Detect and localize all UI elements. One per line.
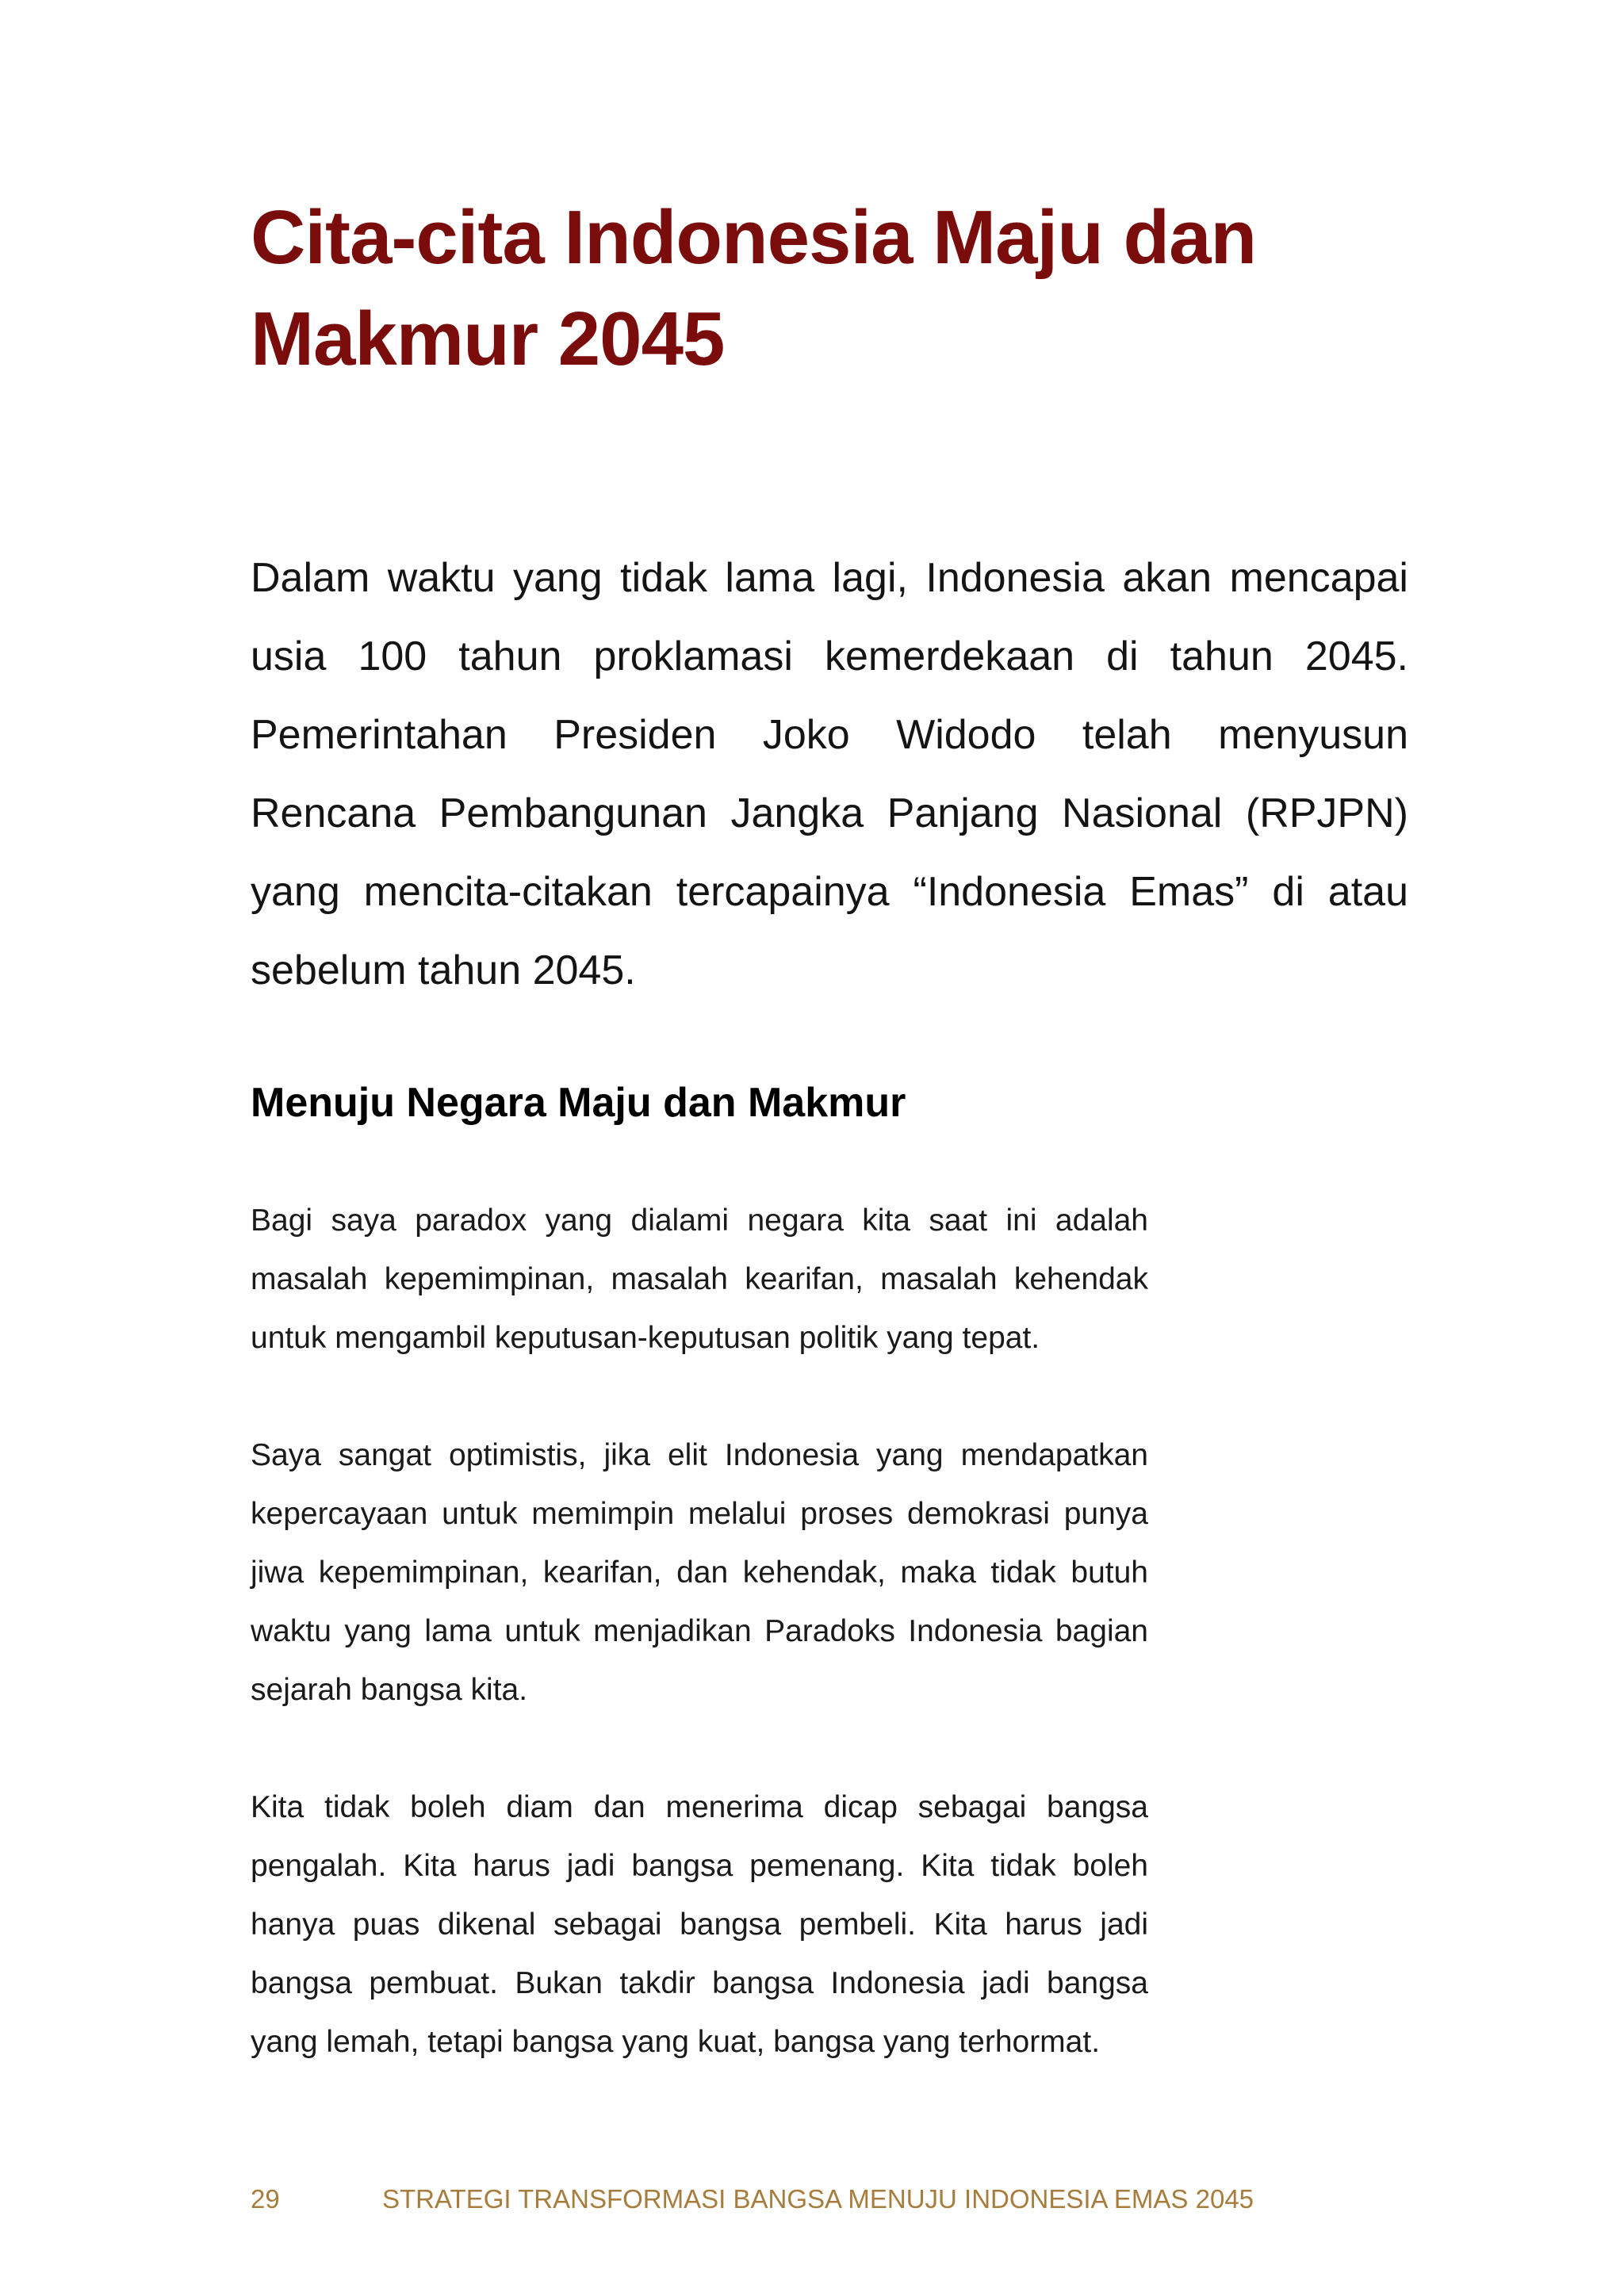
body-paragraph-3: Kita tidak boleh diam dan menerima dicap sebagai bangsa pengalah. Kita harus jadi bangsa pemenang. Kita tidak boleh hanya puas dikenal sebagai bangsa pembeli. Kita harus jadi bangsa pembuat. Bukan takdir bangsa Indonesia jadi bangsa yang lemah, tetapi bangsa yang kuat, bangsa yang terhormat.	[251, 1790, 1148, 2059]
body-paragraph-1: Bagi saya paradox yang dialami negara kita saat ini adalah masalah kepemimpinan, masalah kearifan, masalah kehendak untuk mengambil keputusan-keputusan politik yang tepat.	[251, 1203, 1148, 1355]
running-title: STRATEGI TRANSFORMASI BANGSA MENUJU INDONESIA EMAS 2045	[382, 2184, 1254, 2214]
page-title-line-2: Makmur 2045	[251, 297, 725, 381]
page-number: 29	[251, 2184, 280, 2214]
page-title	[251, 187, 1440, 390]
body-paragraph-2: Saya sangat optimistis, jika elit Indonesia yang mendapatkan kepercayaan untuk memimpin melalui proses demokrasi punya jiwa kepemimpinan, kearifan, dan kehendak, maka tidak butuh waktu yang lama untuk menjadikan Paradoks Indonesia bagian sejarah bangsa kita.	[251, 1438, 1148, 1707]
page-title-line-1: Cita-cita Indonesia Maju dan	[251, 195, 1257, 280]
section-heading: Menuju Negara Maju dan Makmur	[251, 1080, 906, 1126]
intro-paragraph: Dalam waktu yang tidak lama lagi, Indonesia akan mencapai usia 100 tahun proklamasi kemerdekaan di tahun 2045. Pemerintahan Presiden Joko Widodo telah menyusun Rencana Pembangunan Jangka Panjang Nasional (RPJPN) yang mencita-citakan tercapainya “Indonesia Emas” di atau sebelum tahun 2045.	[251, 555, 1408, 993]
page-footer	[251, 2182, 1361, 2217]
